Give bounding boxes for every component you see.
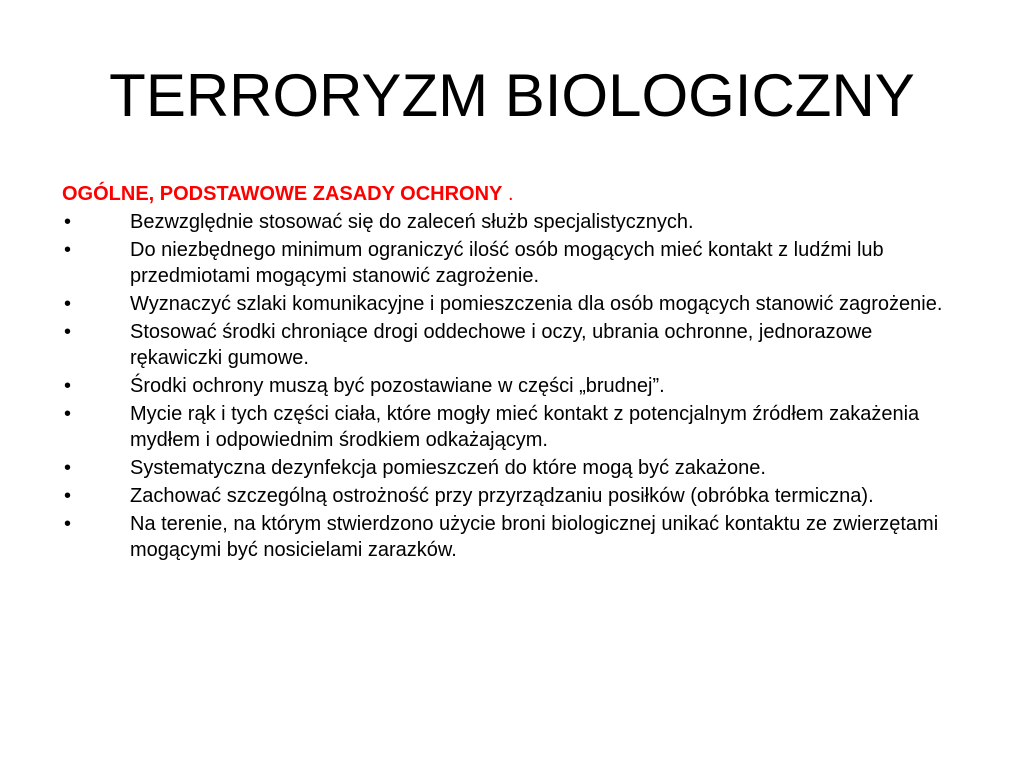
bullet-text: Wyznaczyć szlaki komunikacyjne i pomieszczenia dla osób mogących stanowić zagrożenie. [130,293,943,315]
bullet-icon: • [64,211,72,233]
bullet-item [62,237,972,289]
bullet-text: Do niezbędnego minimum ograniczyć ilość osób mogących mieć kontakt z ludźmi lub przedmiotami mogącymi stanowić zagrożenie. [130,239,884,287]
bullet-item [62,511,972,563]
bullet-text: Mycie rąk i tych części ciała, które mogły mieć kontakt z potencjalnym źródłem zakażenia mydłem i odpowiednim środkiem odkażającym. [130,403,920,451]
bullet-item [62,455,972,481]
section-heading-text: OGÓLNE, PODSTAWOWE ZASADY OCHRONY [62,183,503,205]
bullet-text: Systematyczna dezynfekcja pomieszczeń do które mogą być zakażone. [130,457,766,479]
bullet-icon: • [64,293,72,315]
slide-content [62,181,972,565]
section-heading [62,181,972,207]
bullet-icon: • [64,239,72,261]
section-heading-dot: . [502,183,514,205]
bullet-icon: • [64,485,72,507]
bullet-item [62,319,972,371]
bullet-icon: • [64,403,72,425]
bullet-list [62,209,972,563]
bullet-icon: • [64,375,72,397]
bullet-text: Na terenie, na którym stwierdzono użycie broni biologicznej unikać kontaktu ze zwierzętami mogącymi być nosicielami zarazków. [130,513,939,561]
bullet-text: Zachować szczególną ostrożność przy przyrządzaniu posiłków (obróbka termiczna). [130,485,874,507]
bullet-text: Stosować środki chroniące drogi oddechowe i oczy, ubrania ochronne, jednorazowe rękawiczki gumowe. [130,321,873,369]
bullet-text: Bezwzględnie stosować się do zaleceń służb specjalistycznych. [130,211,694,233]
bullet-item [62,291,972,317]
bullet-icon: • [64,457,72,479]
bullet-item [62,373,972,399]
bullet-icon: • [64,321,72,343]
slide-title: TERRORYZM BIOLOGICZNY [109,62,915,129]
bullet-item [62,483,972,509]
bullet-icon: • [64,513,72,535]
bullet-item [62,401,972,453]
bullet-item [62,209,972,235]
bullet-text: Środki ochrony muszą być pozostawiane w części „brudnej”. [130,375,665,397]
